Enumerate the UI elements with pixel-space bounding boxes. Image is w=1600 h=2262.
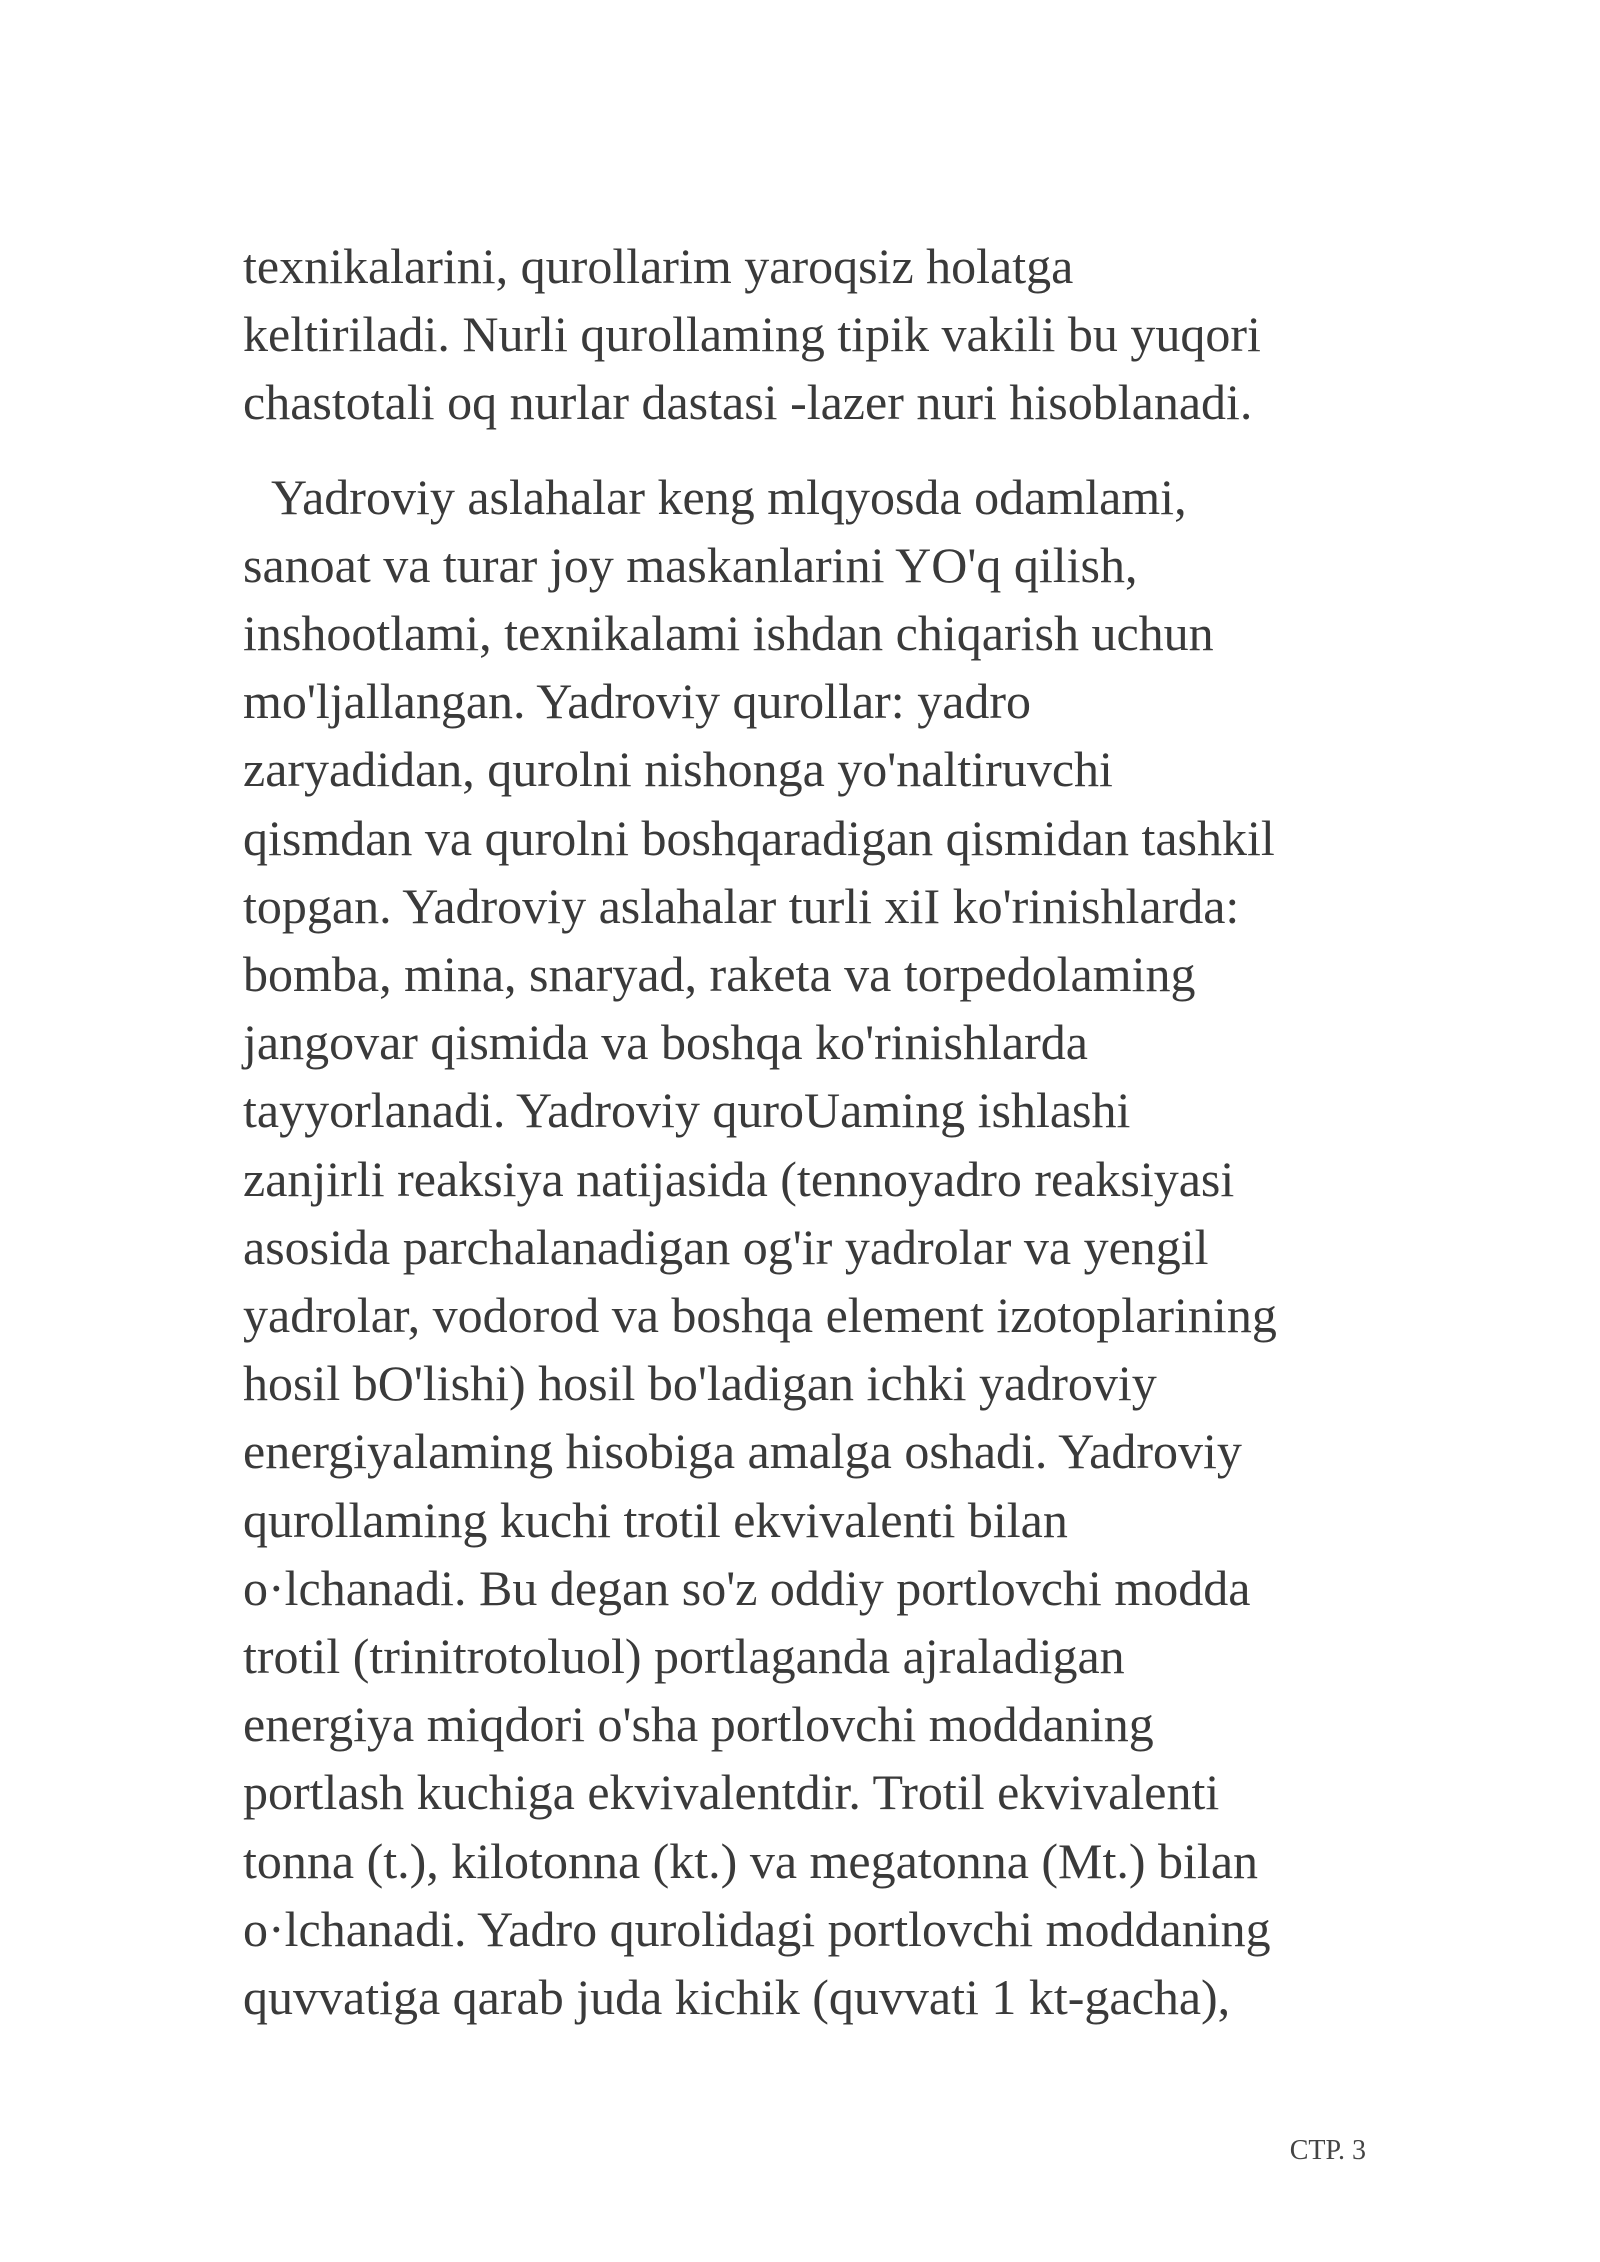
paragraph-1 — [243, 232, 1373, 437]
text-line: zaryadidan, qurolni nishonga yo'naltiruvchi — [243, 741, 1113, 798]
text-line: qurollaming kuchi trotil ekvivalenti bilan — [243, 1491, 1068, 1548]
text-line: qismdan va qurolni boshqaradigan qismidan tashkil — [243, 809, 1275, 866]
text-line: keltiriladi. Nurli qurollaming tipik vakili bu yuqori — [243, 306, 1261, 363]
text-line: yadrolar, vodorod va boshqa element izotoplarining — [243, 1287, 1277, 1344]
text-line: trotil (trinitrotoluol) portlaganda ajraladigan — [243, 1628, 1125, 1685]
text-line: asosida parchalanadigan og'ir yadrolar va yengil — [243, 1218, 1209, 1275]
text-line: o·lchanadi. Bu degan so'z oddiy portlovchi modda — [243, 1559, 1251, 1616]
text-line: tayyorlanadi. Yadroviy quroUaming ishlashi — [243, 1082, 1131, 1139]
text-line: texnikalarini, qurollarim yaroqsiz holatga — [243, 238, 1074, 294]
text-line: Yadroviy aslahalar keng mlqyosda odamlami, — [271, 468, 1187, 525]
text-line: quvvatiga qarab juda kichik (quvvati 1 kt-gacha), — [243, 1969, 1231, 2026]
text-line: inshootlami, texnikalami ishdan chiqarish uchun — [243, 605, 1214, 662]
text-line: sanoat va turar joy maskanlarini YO'q qilish, — [243, 536, 1138, 593]
text-line: energiya miqdori o'sha portlovchi moddaning — [243, 1696, 1154, 1753]
body-text — [243, 232, 1373, 2031]
text-line: mo'ljallangan. Yadroviy qurollar: yadro — [243, 673, 1032, 730]
text-line: o·lchanadi. Yadro qurolidagi portlovchi moddaning — [243, 1900, 1271, 1957]
text-line: jangovar qismida va boshqa ko'rinishlarda — [243, 1014, 1088, 1071]
text-line: bomba, mina, snaryad, raketa va torpedolaming — [243, 946, 1196, 1003]
text-line: energiyalaming hisobiga amalga oshadi. Yadroviy — [243, 1423, 1242, 1480]
text-line: zanjirli reaksiya natijasida (tennoyadro reaksiyasi — [243, 1150, 1235, 1207]
text-line: tonna (t.), kilotonna (kt.) va megatonna (Mt.) bilan — [243, 1832, 1259, 1889]
text-line: topgan. Yadroviy aslahalar turli xiI ko'rinishlarda: — [243, 877, 1240, 934]
paragraph-2 — [243, 463, 1373, 2032]
text-line: hosil bO'lishi) hosil bo'ladigan ichki yadroviy — [243, 1355, 1157, 1412]
page-number: CTP. 3 — [1289, 2135, 1366, 2166]
paragraph-spacer — [243, 437, 1373, 463]
text-line: chastotali oq nurlar dastasi -lazer nuri hisoblanadi. — [243, 374, 1253, 431]
text-line: portlash kuchiga ekvivalentdir. Trotil ekvivalenti — [243, 1764, 1220, 1821]
